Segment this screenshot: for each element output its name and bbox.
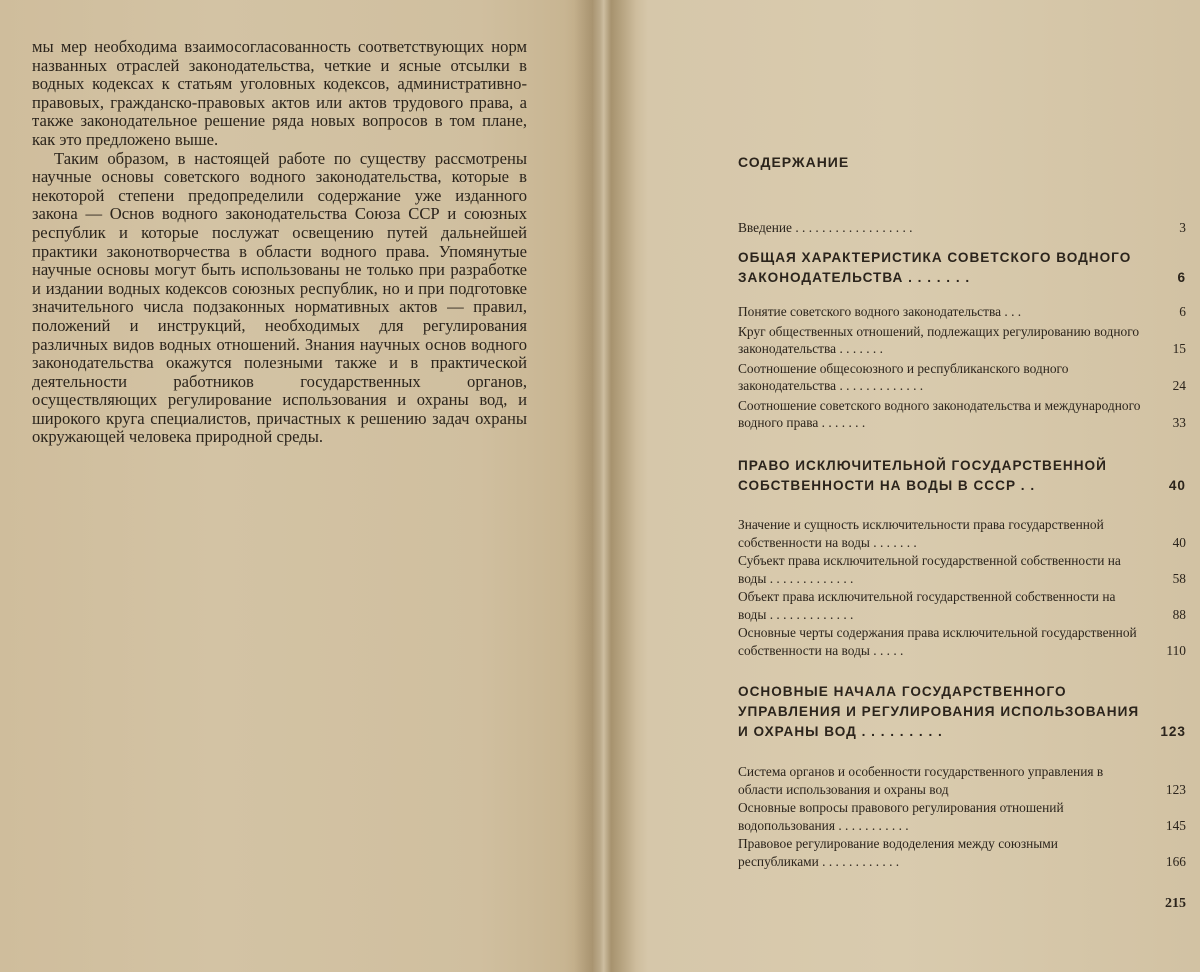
toc-section-3-items	[738, 763, 1186, 870]
toc-entry-title: Соотношение советского водного законодательства и международного водного права . . . . . . .	[738, 397, 1141, 430]
paragraph: мы мер необходима взаимосогласованность соответствующих норм названных отраслей законодательства, четкие и ясные отсылки в водных кодексах к статьям уголовных кодексов, административно-правовых, гражданско-правовых актов или актов трудового права, а также законодательное решение ряда новых вопросов в том плане, как это предложено выше.	[32, 37, 527, 149]
toc-entry-page: 24	[1172, 378, 1186, 393]
toc-section-title: ОБЩАЯ ХАРАКТЕРИСТИКА СОВЕТСКОГО ВОДНОГО ЗАКОНОДАТЕЛЬСТВА . . . . . . .	[738, 250, 1132, 285]
toc-section-page: 40	[1168, 478, 1186, 493]
toc-entry	[738, 516, 1186, 551]
toc-entry	[738, 799, 1186, 834]
toc-entry-title: Понятие советского водного законодательства . . .	[738, 304, 1022, 319]
toc-entry-page: 6	[1179, 304, 1186, 319]
toc-entry	[738, 360, 1186, 395]
toc-entry-title: Объект права исключительной государственной собственности на воды . . . . . . . . . . . . .	[738, 589, 1116, 622]
toc-entry	[738, 303, 1186, 321]
toc-entry-page: 123	[1165, 781, 1186, 797]
toc-entry-title: Основные вопросы правового регулирования отношений водопользования . . . . . . . . . . .	[738, 800, 1064, 833]
toc-entry-page: 110	[1166, 642, 1186, 658]
toc-entry	[738, 835, 1186, 870]
toc-entry-page: 15	[1172, 341, 1186, 356]
toc-entry	[738, 397, 1186, 432]
toc-section-title: ОСНОВНЫЕ НАЧАЛА ГОСУДАРСТВЕННОГО УПРАВЛЕНИЯ И РЕГУЛИРОВАНИЯ ИСПОЛЬЗОВАНИЯ И ОХРАНЫ ВОД . . . . . . . . .	[738, 684, 1140, 739]
toc-entry-title: Соотношение общесоюзного и республиканского водного законодательства . . . . . . . . . . . . .	[738, 360, 1069, 393]
toc-section-page: 123	[1160, 724, 1186, 739]
toc-entry	[738, 763, 1186, 798]
toc-section-1-items	[738, 303, 1186, 432]
toc-entry	[738, 219, 1186, 237]
conclusion-text	[32, 38, 527, 447]
toc-section-3	[738, 682, 1186, 742]
toc-section-heading	[738, 248, 1186, 288]
toc-section-heading	[738, 456, 1186, 496]
toc-section-heading	[738, 682, 1186, 742]
toc-entry-page: 40	[1172, 534, 1186, 550]
toc-entry-title: Круг общественных отношений, подлежащих регулированию водного законодательства . . . . . . .	[738, 323, 1140, 356]
toc-entry-page: 88	[1172, 606, 1186, 622]
paragraph: Таким образом, в настоящей работе по существу рассмотрены научные основы советского водного законодательства, которые в некоторой степени предопределили содержание уже изданного закона — Основ водного законодательства Союза ССР и союзных республик и которые послужат освещению путей дальнейшей практики законотворчества в области водного права. Упомянутые научные основы могут быть использованы не только при разработке и издании водных кодексов союзных республик, но и при подготовке значительного числа подзаконных нормативных актов — правил, положений и инструкций, необходимых для регулирования различных видов водных отношений. Знания научных основ водного законодательства окажутся полезными также и в практической деятельности работников государственных органов, осуществляющих регулирование использования и охраны вод, и широкого круга специалистов, причастных к решению задач охраны окружающей человека природной среды.	[32, 148, 527, 447]
page-number: 215	[1165, 896, 1186, 911]
toc-section-2	[738, 456, 1186, 496]
toc-entry-title: Субъект права исключительной государственной собственности на воды . . . . . . . . . . . . .	[738, 553, 1121, 586]
toc-entry	[738, 552, 1186, 587]
toc-entry-page: 145	[1165, 817, 1186, 833]
toc-entry-page: 33	[1172, 415, 1186, 430]
toc-section-title: ПРАВО ИСКЛЮЧИТЕЛЬНОЙ ГОСУДАРСТВЕННОЙ СОБСТВЕННОСТИ НА ВОДЫ В СССР . .	[738, 458, 1107, 493]
toc-entry	[738, 323, 1186, 358]
toc-section-page: 6	[1177, 270, 1186, 285]
toc-entry-title: Система органов и особенности государственного управления в области использования и охраны вод	[738, 764, 1104, 797]
toc-entry-page: 58	[1172, 570, 1186, 586]
toc-entry-page: 166	[1165, 853, 1186, 869]
right-page	[632, 0, 1200, 972]
left-page	[0, 0, 590, 972]
toc-entry	[738, 588, 1186, 623]
toc-entry-page: 3	[1179, 220, 1186, 235]
toc-section-2-items	[738, 516, 1186, 659]
toc-entry-title: Основные черты содержания права исключительной государственной собственности на воды . . . . .	[738, 625, 1137, 658]
toc-entry-title: Введение . . . . . . . . . . . . . . . . . .	[738, 220, 913, 235]
toc-intro	[738, 219, 1186, 237]
toc-entry-title: Значение и сущность исключительности права государственной собственности на воды . . . . . . .	[738, 517, 1104, 550]
toc-section-1	[738, 248, 1186, 288]
toc-title: СОДЕРЖАНИЕ	[738, 154, 850, 170]
toc-entry-title: Правовое регулирование вододеления между союзными республиками . . . . . . . . . . . .	[738, 836, 1058, 869]
book-gutter	[574, 0, 636, 972]
toc-entry	[738, 624, 1186, 659]
